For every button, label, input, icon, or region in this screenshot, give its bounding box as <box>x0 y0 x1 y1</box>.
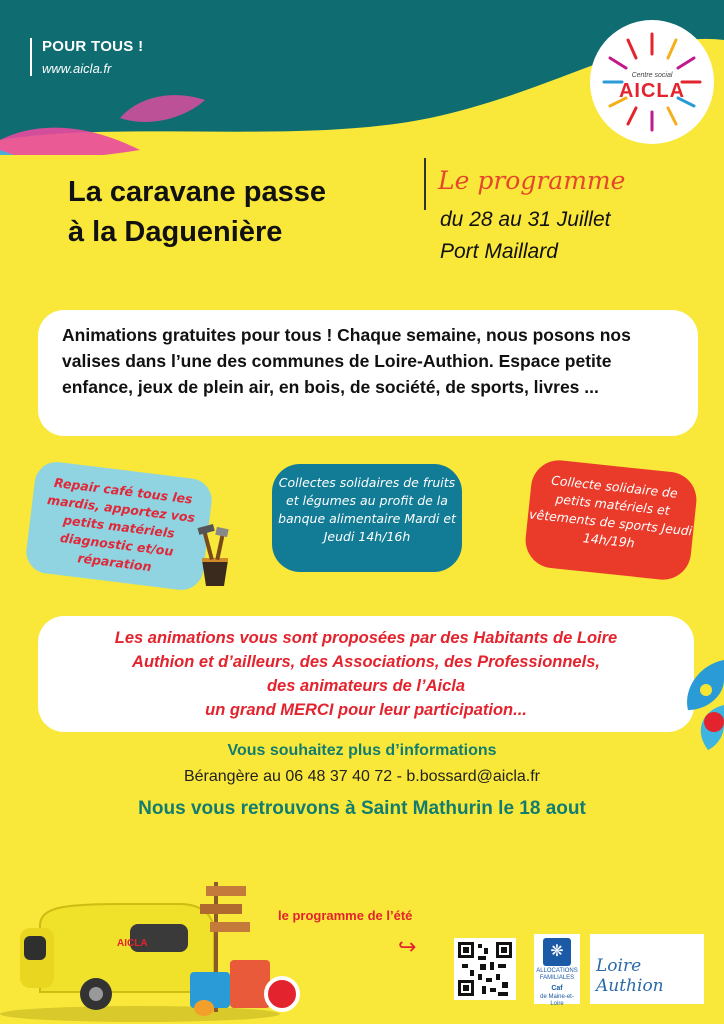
thanks-line-4: un grand MERCI pour leur participation... <box>205 701 527 719</box>
programme-label: Le programme <box>438 166 626 195</box>
food-collection-pill <box>272 464 462 572</box>
title-line-2: à la Daguenière <box>68 216 283 248</box>
programme-place: Port Maillard <box>440 240 558 263</box>
caravan-illustration <box>0 868 300 1024</box>
caf-name: Caf <box>551 985 563 992</box>
repair-cafe-pill <box>24 460 214 593</box>
tools-icon <box>192 520 238 590</box>
intro-text: Animations gratuites pour tous ! Chaque semaine, nous posons nos valises dans l’une des communes de Loire-Authion. Espace petite enfance, jeux de plein air, en bois, de société, de sports, livres ... <box>62 325 631 397</box>
thanks-line-2: Authion et d’ailleurs, des Associations, des Professionnels, <box>132 653 600 671</box>
tagline: POUR TOUS ! <box>42 38 144 55</box>
programme-dates: du 28 au 31 Juillet <box>440 208 611 231</box>
caravan-logo: AICLA <box>117 938 148 949</box>
food-collection-text: Collectes solidaires de fruits et légumes au profit de la banque alimentaire Mardi et Jeudi 14h/16h <box>278 475 456 544</box>
next-event: Nous vous retrouvons à Saint Mathurin le 18 aout <box>138 798 586 819</box>
divider <box>424 158 426 210</box>
sports-collection-pill <box>523 458 699 583</box>
programme-details <box>440 204 610 268</box>
curved-arrow-icon: ↪ <box>398 934 417 959</box>
loire-authion-logo <box>590 934 704 1004</box>
page-title <box>68 172 326 252</box>
thanks-line-3: des animateurs de l’Aicla <box>266 677 466 695</box>
logo-subtitle: Centre social <box>631 72 673 79</box>
caf-logo <box>534 934 580 1007</box>
intro-box <box>38 310 698 436</box>
info-heading: Vous souhaitez plus d’informations <box>227 742 497 759</box>
header-block <box>30 38 143 76</box>
repair-cafe-text: Repair café tous les mardis, apportez vos petits matériels diagnostic et/ou réparation <box>46 474 196 575</box>
website-link[interactable]: www.aicla.fr <box>42 61 112 76</box>
loire-authion-text: Loire Authion <box>596 956 664 996</box>
logo-name: AICLA <box>618 80 686 102</box>
summer-programme-label: le programme de l’été <box>278 908 413 923</box>
qr-code-icon <box>458 942 512 996</box>
qr-code[interactable] <box>454 938 516 1000</box>
caf-icon: ❋ <box>543 938 571 966</box>
thanks-line-1: Les animations vous sont proposées par des Habitants de Loire <box>114 629 618 647</box>
thanks-text <box>38 626 694 722</box>
aicla-logo <box>590 20 714 144</box>
caf-label: ALLOCATIONS FAMILIALES <box>536 968 578 981</box>
sports-collection-text: Collecte solidaire de petits matériels et vêtements de sports Jeudi 14h/19h <box>528 472 693 551</box>
thanks-box <box>38 616 694 732</box>
caf-region: de Maine-et-Loire <box>540 994 574 1007</box>
contact-line[interactable]: Bérangère au 06 48 37 40 72 - b.bossard@aicla.fr <box>183 768 541 785</box>
title-line-1: La caravane passe <box>68 176 326 208</box>
